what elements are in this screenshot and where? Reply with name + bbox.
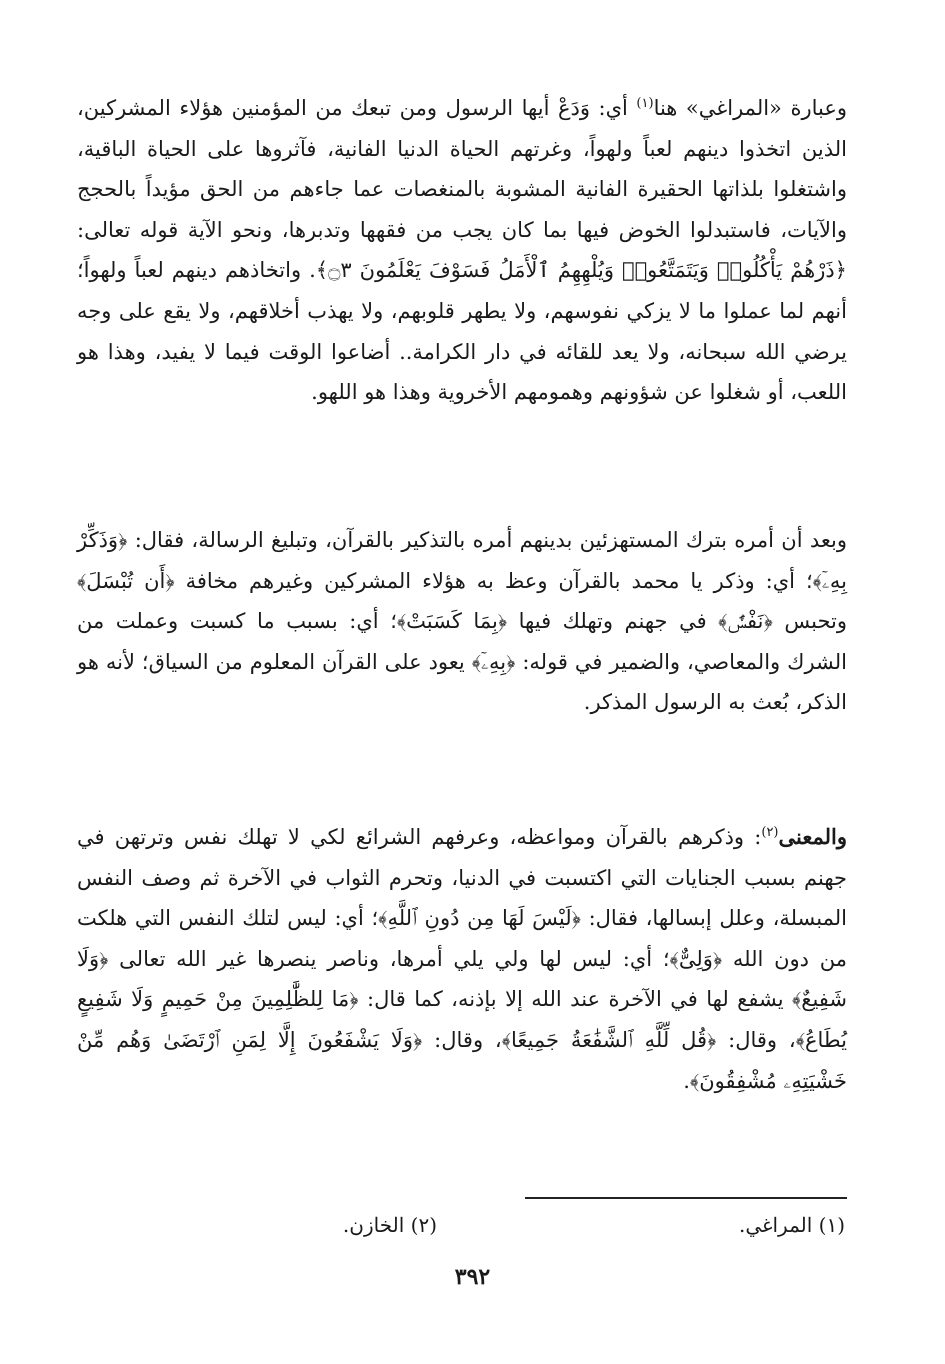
paragraph-2 <box>77 520 847 723</box>
footnote-2: (٢) الخازن. <box>342 1213 437 1237</box>
footnote-1: (١) المراغي. <box>738 1213 845 1237</box>
paragraph-3-lead: والمعنى <box>778 824 847 849</box>
paragraph-3 <box>77 817 847 1101</box>
paragraph-2-body: وبعد أن أمره بترك المستهزئين بدينهم أمره بالتذكير بالقرآن، وتبليغ الرسالة، فقال: ﴿وَذَكِّرْ بِهِۦٓ﴾؛ أي: وذكر يا محمد بالقرآن وعظ به هؤلاء المشركين وغيرهم مخافة ﴿أَن تُبْسَلَ﴾ وتحبس ﴿نَفْسٌۢ﴾ في جهنم وتهلك فيها ﴿بِمَا كَسَبَتْ﴾؛ أي: بسبب ما كسبت وعملت من الشرك والمعاصي، والضمير في قوله: ﴿بِهِۦٓ﴾ يعود على القرآن المعلوم من السياق؛ لأنه هو الذكر، بُعث به الرسول المذكر. <box>77 528 847 715</box>
paragraph-1 <box>77 88 847 413</box>
footnote-ref-1: (١) <box>636 96 654 111</box>
paragraph-1-lead: وعبارة «المراغي» هنا <box>653 96 847 120</box>
footnote-divider <box>525 1197 847 1199</box>
paragraph-1-body: أي: وَدَعْ أيها الرسول ومن تبعك من المؤمنين هؤلاء المشركين، الذين اتخذوا دينهم لعباً ولهواً، وغرتهم الحياة الدنيا الفانية، فآثروها على الحياة الباقية، واشتغلوا بلذاتها الحقيرة الفانية المشوبة بالمنغصات عما جاءهم من الحق مؤيداً بالحجج والآيات، فاستبدلوا الخوض فيها بما كان يجب من فقهها وتدبرها، ونحو الآية قوله تعالى: ﴿ذَرْهُمْ يَأْكُلُوا۟ وَيَتَمَتَّعُوا۟ وَيُلْهِهِمُ ٱلْأَمَلُ فَسَوْفَ يَعْلَمُونَ ۝٣﴾. واتخاذهم دينهم لعباً ولهواً؛ أنهم لما عملوا ما لا يزكي نفوسهم، ولا يطهر قلوبهم، ولا يهذب أخلاقهم، ولا يقع على وجه يرضي الله سبحانه، ولا يعد للقائه في دار الكرامة.. أضاعوا الوقت فيما لا يفيد، وهذا هو اللعب، أو شغلوا عن شؤونهم وهمومهم الأخروية وهذا هو اللهو. <box>77 96 847 405</box>
page-number: ٣٩٢ <box>454 1264 491 1290</box>
paragraph-3-body: : وذكرهم بالقرآن ومواعظه، وعرفهم الشرائع لكي لا تهلك نفس وترتهن في جهنم بسبب الجنايات التي اكتسبت في الدنيا، وتحرم الثواب في الآخرة ثم وصف النفس المبسلة، وعلل إبسالها، فقال: ﴿لَيْسَ لَهَا مِن دُونِ ٱللَّهِ﴾؛ أي: ليس لتلك النفس التي هلكت من دون الله ﴿وَلِىٌّ﴾؛ أي: ليس لها ولي يلي أمرها، وناصر ينصرها غير الله تعالى ﴿وَلَا شَفِيعٌ﴾ يشفع لها في الآخرة عند الله إلا بإذنه، كما قال: ﴿مَا لِلظَّٰلِمِينَ مِنْ حَمِيمٍ وَلَا شَفِيعٍ يُطَاعُ﴾، وقال: ﴿قُل لِّلَّهِ ٱلشَّفَٰعَةُ جَمِيعًا﴾، وقال: ﴿وَلَا يَشْفَعُونَ إِلَّا لِمَنِ ٱرْتَضَىٰ وَهُم مِّنْ خَشْيَتِهِۦ مُشْفِقُونَ﴾. <box>77 825 847 1093</box>
footnote-ref-2: (٢) <box>761 825 779 840</box>
